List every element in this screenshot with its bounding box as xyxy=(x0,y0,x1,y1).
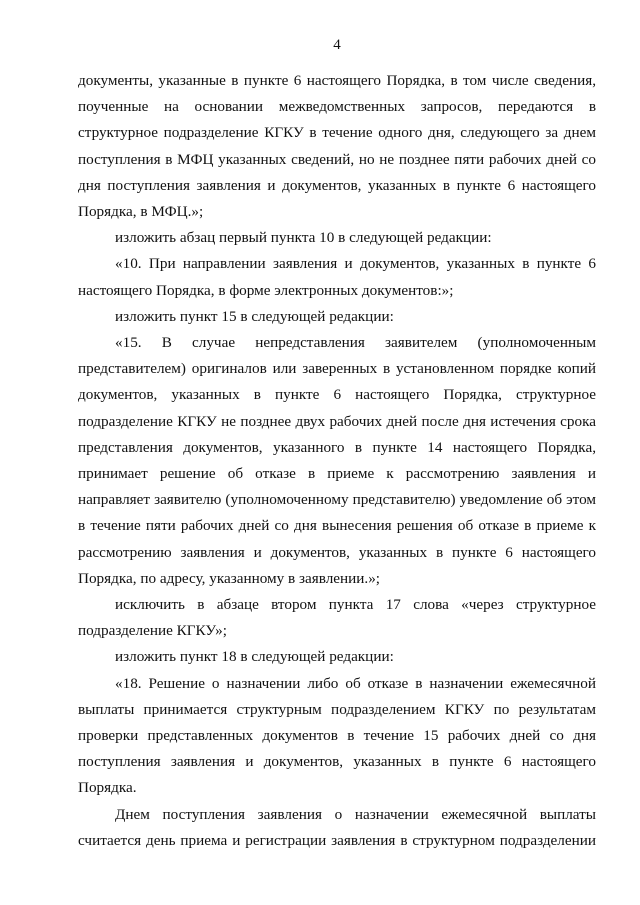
paragraph: документы, указанные в пункте 6 настоящего Порядка, в том числе сведения, поученные на основании межведомственных запросов, передаются в структурное подразделение КГКУ в течение одного дня, следующего за днем поступления в МФЦ указанных сведений, но не позднее пяти рабочих дней со дня поступления заявления и документов, указанных в пункте 6 настоящего Порядка, в МФЦ.»; xyxy=(78,72,596,221)
paragraph: «10. При направлении заявления и документов, указанных в пункте 6 настоящего Порядка, в форме электронных документов:»; xyxy=(78,255,596,299)
paragraph-continued: Днем поступления заявления о назначении ежемесячной выплаты считается день приема и регистрации заявления в структурном подразделении xyxy=(78,805,596,849)
paragraph: «15. В случае непредставления заявителем (уполномоченным представителем) оригиналов или заверенных в установленном порядке копий документов, указанных в пункте 6 настоящего Порядка, структурное подразделение КГКУ не позднее двух рабочих дней после дня истечения срока представления документов, указанного в пункте 14 настоящего Порядка, принимает решение об отказе в приеме к рассмотрению заявления и направляет заявителю (уполномоченному представителю) уведомление об этом в течение пяти рабочих дней со дня вынесения решения об отказе в приеме к рассмотрению заявления и документов, указанных в пункте 6 настоящего Порядка, по адресу, указанному в заявлении.»; xyxy=(78,334,596,587)
paragraph: исключить в абзаце втором пункта 17 слова «через структурное подразделение КГКУ»; xyxy=(78,596,596,640)
paragraph: изложить абзац первый пункта 10 в следующей редакции: xyxy=(115,229,492,247)
page-number: 4 xyxy=(333,37,341,53)
paragraph: изложить пункт 18 в следующей редакции: xyxy=(115,648,394,666)
document-body xyxy=(78,68,596,854)
paragraph: «18. Решение о назначении либо об отказе в назначении ежемесячной выплаты принимается структурным подразделением КГКУ по результатам проверки представленных документов в течение 15 рабочих дней со дня поступления заявления и документов, указанных в пункте 6 настоящего Порядка. xyxy=(78,674,596,797)
document-page xyxy=(78,0,596,905)
paragraph: изложить пункт 15 в следующей редакции: xyxy=(115,307,394,325)
